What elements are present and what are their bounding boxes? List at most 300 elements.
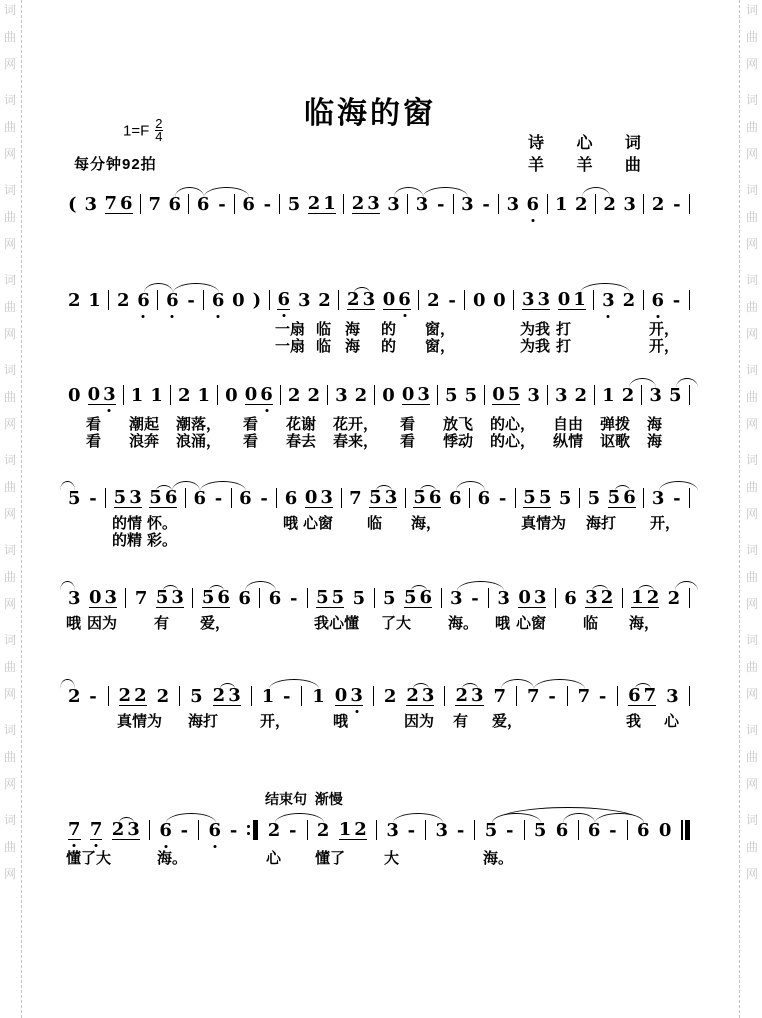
barline (123, 385, 124, 405)
note: 6 (284, 488, 298, 509)
slur-tie-arc (676, 378, 699, 388)
barline (405, 488, 406, 508)
watermark-character: 曲 (745, 660, 758, 674)
barline (179, 686, 180, 706)
barline (689, 588, 690, 608)
lyric-syllable: 开， (649, 337, 680, 355)
note: 5 (587, 488, 601, 509)
note: 0 (232, 290, 245, 311)
note-group (518, 588, 546, 608)
note: 3 (533, 587, 547, 608)
note: 2 (347, 289, 360, 310)
watermark-character: 词 (3, 93, 16, 107)
watermark-character: 曲 (3, 840, 16, 854)
note: - (229, 820, 238, 841)
barline (617, 686, 618, 706)
barline (269, 290, 270, 310)
note: 6 (211, 290, 225, 311)
note: 6 (555, 820, 569, 841)
barline (105, 488, 106, 508)
note: 3 (228, 685, 241, 706)
score-line-4 (68, 486, 690, 549)
note: 0 (472, 290, 486, 311)
barline (108, 290, 109, 310)
note-group (369, 488, 397, 508)
note-group (213, 686, 241, 706)
slur-tie-arc (269, 679, 319, 689)
barline (516, 686, 517, 706)
note-group (88, 291, 101, 310)
key-text: 1=F (123, 122, 150, 140)
note-group (347, 290, 375, 310)
slur-tie-arc (60, 481, 75, 491)
note: 5 (352, 588, 366, 609)
watermark-character: 网 (3, 147, 16, 161)
lyric-syllable: 浪奔 (129, 432, 160, 450)
note-group (406, 686, 434, 706)
slur-tie-arc (220, 683, 235, 689)
lyric-syllable: 因为 (404, 712, 435, 730)
slur-tie-arc (394, 187, 423, 197)
lyric-syllable: 爱， (492, 712, 523, 730)
note: 6 (398, 289, 411, 310)
note-group (413, 488, 441, 508)
note-group (575, 386, 588, 405)
note: 0 (493, 290, 506, 311)
lyric-syllable: 海。 (448, 614, 479, 632)
lyric-syllable: 彩。 (147, 531, 178, 549)
slur-tie-arc (457, 581, 504, 591)
lyric-syllable: 海 (345, 320, 361, 338)
note: 1 (323, 193, 336, 214)
note-group (507, 195, 520, 214)
note-group (404, 588, 432, 608)
barline (643, 194, 644, 214)
note: 3 (527, 385, 540, 406)
note-group (68, 195, 97, 214)
barline (515, 488, 516, 508)
note: 5 (149, 487, 162, 508)
note: 3 (362, 289, 376, 310)
lyric-syllable: 弹拨 (600, 415, 631, 433)
score-line-1 (68, 192, 690, 214)
note: 5 (68, 488, 81, 509)
barline (251, 686, 252, 706)
note-group (522, 290, 550, 310)
slur-tie-arc (675, 581, 699, 591)
slur-tie-arc (275, 813, 324, 823)
note: - (548, 686, 556, 707)
watermark-group (744, 814, 760, 880)
watermark-character: 网 (745, 777, 758, 791)
watermark-character: 曲 (745, 390, 758, 404)
note: - (505, 820, 514, 841)
note: 1 (197, 385, 211, 406)
note-group (427, 291, 457, 310)
watermark-character: 曲 (745, 210, 758, 224)
note-group (523, 488, 551, 508)
slur-tie-arc (462, 683, 478, 689)
barline (622, 588, 623, 608)
note: 3 (68, 588, 81, 609)
watermark-character: 词 (745, 3, 758, 17)
note-group (527, 687, 557, 706)
note: 0 (557, 289, 571, 310)
note: 3 (554, 385, 568, 406)
note: - (456, 820, 465, 841)
note-group (157, 687, 170, 706)
note-group (387, 195, 400, 214)
slur-tie-arc (60, 581, 75, 591)
notes-row (68, 192, 690, 214)
lyric-syllable: 哦 (283, 514, 299, 532)
note-group (68, 589, 81, 608)
note-group (308, 194, 336, 214)
watermark-group (744, 544, 760, 610)
watermark-character: 词 (3, 453, 16, 467)
note-group (149, 488, 177, 508)
lyric-syllable: 有 (453, 712, 469, 730)
barline (217, 385, 218, 405)
lyric-syllable: 哦 (66, 614, 82, 632)
note-group (117, 291, 130, 310)
note: 1 (338, 819, 352, 840)
watermark-character: 网 (745, 327, 758, 341)
lyric-syllable: 讴歌 (600, 432, 631, 450)
barline (374, 385, 375, 405)
note-group (588, 489, 601, 508)
watermark-group (2, 274, 18, 340)
note: 7 (89, 819, 103, 840)
barline (488, 588, 489, 608)
note: - (214, 488, 223, 509)
lyric-syllable: 潮落， (176, 415, 222, 433)
note: 3 (104, 587, 118, 608)
note: 6 (526, 194, 540, 215)
watermark-character: 网 (745, 57, 758, 71)
note-group (534, 821, 547, 840)
watermark-character: 词 (745, 363, 758, 377)
watermark-character: 词 (3, 543, 16, 557)
note-group (449, 489, 462, 508)
note-group (649, 386, 662, 405)
barline (689, 194, 690, 214)
note: - (672, 290, 681, 311)
score-line-6 (68, 684, 690, 730)
note: 6 (239, 488, 252, 509)
watermark-character: 曲 (3, 750, 16, 764)
watermark-character: 曲 (3, 660, 16, 674)
note-group (119, 686, 147, 706)
watermark-group (744, 274, 760, 340)
note-group (461, 195, 491, 214)
note: 2 (651, 194, 665, 215)
notes-row (68, 383, 690, 405)
watermark-group (2, 544, 18, 610)
barline (464, 290, 465, 310)
note: 5 (538, 487, 552, 508)
watermark-character: 网 (3, 777, 16, 791)
lyric-syllable: 的情 (112, 514, 143, 532)
note: 5 (287, 194, 301, 215)
note-group (268, 821, 298, 840)
note: 3 (421, 685, 435, 706)
barline (276, 488, 277, 508)
barline (441, 588, 442, 608)
slur-tie-arc (393, 813, 443, 823)
lyric-syllable: 窗， (425, 337, 456, 355)
note: 2 (383, 686, 397, 707)
note-group (90, 820, 103, 840)
watermark-character: 网 (745, 147, 758, 161)
notes-row (68, 684, 690, 706)
note: - (673, 488, 681, 509)
note: 6 (217, 587, 230, 608)
note: 5 (668, 385, 682, 406)
lyric-syllable: 海。 (157, 849, 188, 867)
lyric-syllable: 为我 (520, 337, 551, 355)
note: 3 (506, 194, 520, 215)
note-group (588, 821, 618, 840)
note: 6 (193, 488, 206, 509)
watermark-character: 曲 (3, 300, 16, 314)
note-group (652, 489, 682, 508)
note: 6 (268, 588, 282, 609)
note-group (602, 386, 615, 405)
lyric-syllable: 放飞 (443, 415, 474, 433)
slur-tie-arc (119, 817, 134, 823)
note: 7 (68, 819, 81, 840)
note: 3 (585, 587, 598, 608)
lyric-syllable: 海 (647, 415, 663, 433)
right-dashed-border (739, 0, 740, 1018)
note-group (114, 488, 142, 508)
lyric-syllable: 海， (411, 514, 442, 532)
slur-tie-arc (173, 283, 219, 293)
barline (301, 686, 302, 706)
note-group (68, 687, 98, 706)
barline (484, 385, 485, 405)
repeat-end-barline (247, 820, 258, 840)
watermark-character: 网 (745, 597, 758, 611)
watermark-character: 网 (745, 687, 758, 701)
barline (578, 820, 579, 840)
watermark-character: 曲 (745, 840, 758, 854)
note: 2 (354, 385, 368, 406)
note: 0 (382, 385, 395, 406)
lyric-syllable: 我 (626, 712, 642, 730)
note: - (290, 588, 298, 609)
note: 1 (261, 686, 275, 707)
watermark-group (744, 454, 760, 520)
note: 2 (603, 194, 616, 215)
watermark-character: 词 (745, 183, 758, 197)
note-group (148, 195, 161, 214)
slur-tie-arc (582, 187, 610, 197)
note-group (402, 385, 430, 405)
note: 3 (623, 194, 636, 215)
note: 6 (477, 488, 491, 509)
lyric-syllable: 纵情 (553, 432, 584, 450)
composer-credit: 羊 羊 曲 (528, 157, 655, 174)
note: 3 (470, 685, 484, 706)
note: 0 (658, 820, 672, 841)
note-group (135, 589, 148, 608)
note: 3 (435, 820, 449, 841)
watermark-character: 网 (3, 237, 16, 251)
lyric-syllable: 因为 (87, 614, 118, 632)
note-group (659, 821, 672, 840)
barline (279, 194, 280, 214)
watermark-character: 网 (745, 867, 758, 881)
note: 0 (492, 384, 505, 405)
lyric-syllable: 爱， (200, 614, 231, 632)
barline (498, 194, 499, 214)
barline (374, 588, 375, 608)
lyric-syllable: 一扇 (275, 320, 306, 338)
watermark-character: 曲 (745, 480, 758, 494)
note: - (288, 820, 297, 841)
note-group (317, 821, 330, 840)
watermark-group (744, 634, 760, 700)
note-group (666, 687, 679, 706)
note: - (436, 194, 445, 215)
note: 6 (208, 820, 222, 841)
note: 2 (600, 587, 614, 608)
note-group (242, 195, 272, 214)
lyric-syllable: 心 (664, 712, 680, 730)
note: - (598, 686, 607, 707)
note: 0 (401, 384, 415, 405)
slur-tie-arc (204, 187, 249, 197)
note-group (564, 589, 577, 608)
note: 5 (607, 487, 621, 508)
meter-denominator: 4 (155, 129, 163, 144)
left-dashed-border (21, 0, 22, 1018)
barline (307, 820, 308, 840)
note: - (89, 686, 97, 707)
watermark-character: 词 (3, 633, 16, 647)
slur-tie-arc (166, 813, 216, 823)
watermark-character: 网 (3, 417, 16, 431)
note-group (202, 588, 230, 608)
note: 3 (386, 820, 399, 841)
note-group (335, 386, 348, 405)
note-group (225, 386, 238, 405)
slur-tie-arc (411, 585, 427, 591)
slur-tie-arc (534, 679, 585, 689)
lyric-syllable: 打 (556, 337, 572, 355)
barline (689, 488, 690, 508)
watermark-character: 网 (3, 597, 16, 611)
final-barline (681, 820, 690, 840)
note: 6 (196, 194, 210, 215)
lyricist-credit: 诗 心 词 (528, 135, 655, 152)
note: 6 (168, 194, 181, 215)
lyric-syllable: 看 (243, 415, 259, 433)
score-line-2 (68, 288, 690, 355)
slur-tie-arc (420, 485, 436, 491)
note: - (260, 488, 268, 509)
note: 0 (518, 587, 531, 608)
slur-tie-arc (629, 378, 656, 388)
note: 5 (190, 686, 203, 707)
note-group (555, 386, 568, 405)
watermark-group (744, 364, 760, 430)
note: 1 (130, 385, 144, 406)
watermark-character: 词 (745, 453, 758, 467)
note: 6 (448, 488, 462, 509)
note: 5 (316, 587, 329, 608)
note-group (232, 291, 261, 310)
note: 2 (574, 194, 588, 215)
watermark-character: 词 (3, 813, 16, 827)
watermark-group (2, 4, 18, 70)
lyric-syllable: 临 (316, 320, 332, 338)
barline (425, 820, 426, 840)
watermark-character: 曲 (745, 120, 758, 134)
watermark-group (2, 814, 18, 880)
note: 0 (87, 384, 101, 405)
note: 0 (304, 487, 318, 508)
note-group (473, 291, 486, 310)
barline (157, 290, 158, 310)
note-group (608, 488, 636, 508)
watermark-character: 网 (3, 687, 16, 701)
note: 6 (242, 194, 255, 215)
note-group (485, 821, 515, 840)
note-group (465, 386, 478, 405)
watermark-group (2, 94, 18, 160)
note-group (277, 290, 310, 310)
lyric-syllable: 哦 (333, 712, 349, 730)
note: 6 (623, 487, 636, 508)
note: 2 (117, 290, 130, 311)
note-group (349, 489, 362, 508)
note: 3 (387, 194, 400, 215)
note: 2 (354, 819, 367, 840)
slur-tie-arc (423, 187, 468, 197)
note: 6 (137, 290, 150, 311)
note: - (448, 290, 456, 311)
note: - (471, 588, 479, 609)
meter-numerator: 2 (155, 116, 163, 131)
slur-tie-arc (60, 679, 75, 689)
watermark-group (2, 454, 18, 520)
note-group (455, 686, 483, 706)
note: - (218, 194, 226, 215)
note: 5 (155, 587, 169, 608)
watermark-character: 曲 (745, 570, 758, 584)
close-paren: ) (252, 290, 262, 311)
lyric-syllable: 看 (243, 432, 259, 450)
barline (689, 290, 690, 310)
note-group (578, 687, 608, 706)
note-group (68, 291, 81, 310)
note-group (239, 489, 269, 508)
slur-tie-arc (659, 481, 699, 491)
note: 0 (244, 384, 258, 405)
watermark-character: 曲 (745, 300, 758, 314)
slur-tie-arc (501, 679, 534, 689)
barline (437, 385, 438, 405)
note: 5 (331, 587, 345, 608)
note: 2 (316, 820, 330, 841)
lyric-syllable: 懂了大 (66, 849, 112, 867)
lyric-syllable: 海打 (188, 712, 219, 730)
note: 1 (602, 385, 615, 406)
note-group (288, 386, 301, 405)
